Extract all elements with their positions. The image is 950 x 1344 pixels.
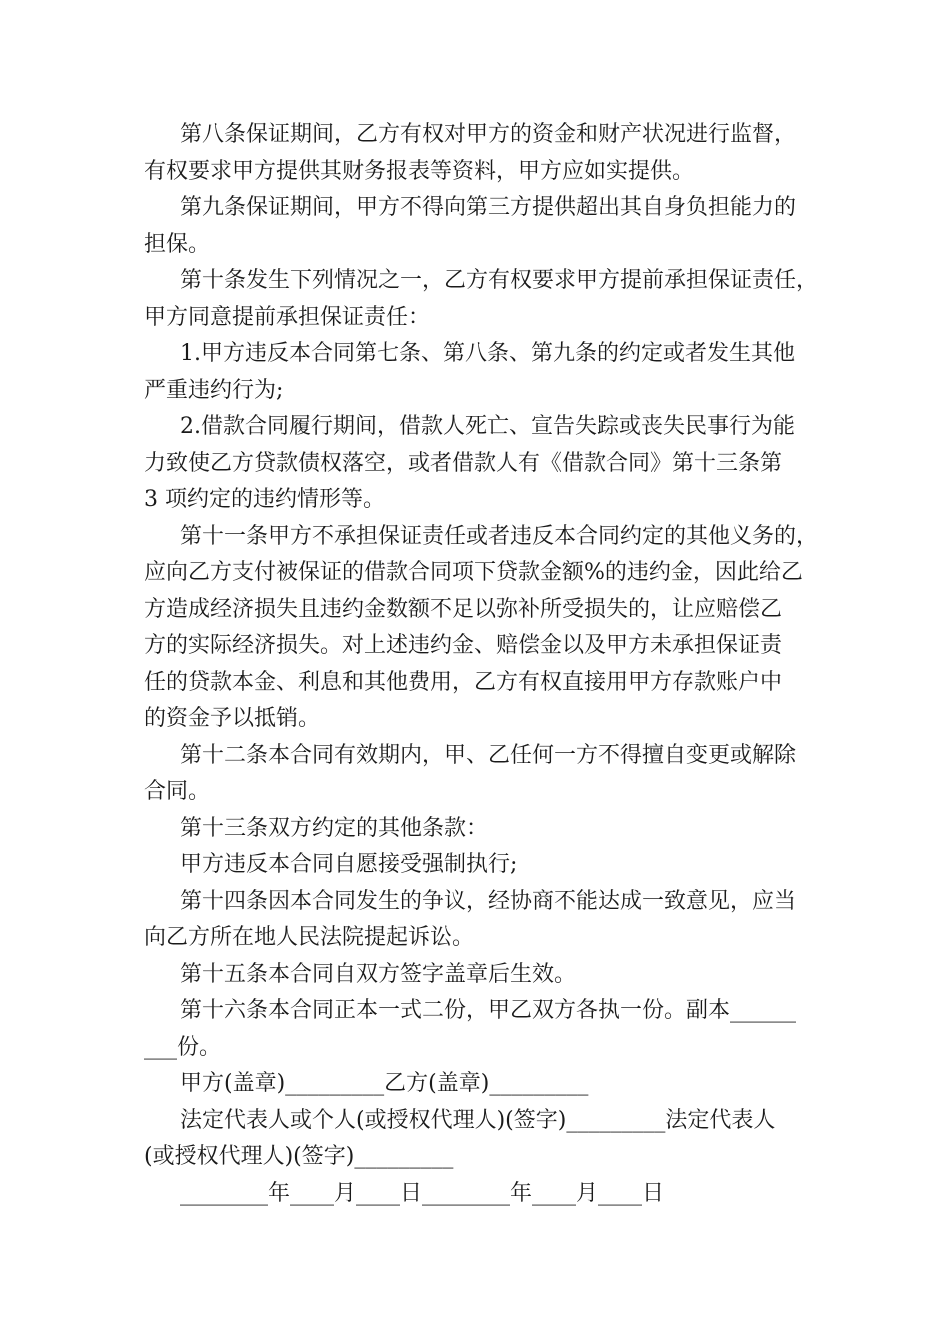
contract-text-line: 第八条保证期间，乙方有权对甲方的资金和财产状况进行监督， [180,122,797,147]
contract-text-line: ________年____月____日________年____月____日 [180,1180,665,1206]
contract-text-line: (或授权代理人)(签字)_________ [144,1144,454,1169]
contract-text-line: 1.甲方违反本合同第七条、第八条、第九条的约定或者发生其他 [180,341,795,366]
contract-text-line: 第十四条因本合同发生的争议，经协商不能达成一致意见，应当 [180,888,797,914]
contract-text-line: 法定代表人或个人(或授权代理人)(签字)_________法定代表人 [180,1107,776,1133]
contract-text-line: 合同。 [144,779,211,804]
contract-text-line: 甲方(盖章)_________乙方(盖章)_________ [180,1071,589,1096]
contract-text-line: 任的贷款本金、利息和其他费用，乙方有权直接用甲方存款账户中 [144,669,783,695]
contract-text-line: 3 项约定的违约情形等。 [144,487,385,512]
contract-body [144,117,819,1212]
contract-text-line: 2.借款合同履行期间，借款人死亡、宣告失踪或丧失民事行为能 [180,414,795,439]
contract-text-line: 方的实际经济损失。对上述违约金、赔偿金以及甲方未承担保证责 [144,633,783,658]
contract-text-line: 第十三条双方约定的其他条款： [180,815,489,841]
contract-text-line: 甲方同意提前承担保证责任： [144,304,431,330]
contract-text-line: 甲方违反本合同自愿接受强制执行; [180,852,518,877]
contract-text-line: 力致使乙方贷款债权落空，或者借款人有《借款合同》第十三条第 [144,450,783,476]
contract-text-line: 有权要求甲方提供其财务报表等资料，甲方应如实提供。 [144,158,695,184]
contract-text-line: 第十二条本合同有效期内，甲、乙任何一方不得擅自变更或解除 [180,742,797,768]
contract-text-line: 严重违约行为; [144,377,284,403]
contract-text-line: 第十条发生下列情况之一，乙方有权要求甲方提前承担保证责任， [180,268,819,293]
contract-text-line: ___份。 [144,1034,222,1060]
contract-text-line: 第十六条本合同正本一式二份，甲乙双方各执一份。副本______ [180,998,797,1023]
contract-text-line: 的资金予以抵销。 [144,706,321,731]
contract-text-line: 第九条保证期间，甲方不得向第三方提供超出其自身负担能力的 [180,195,797,220]
contract-text-line: 方造成经济损失且违约金数额不足以弥补所受损失的，让应赔偿乙 [144,596,783,622]
contract-text-line: 应向乙方支付被保证的借款合同项下贷款金额%的违约金，因此给乙 [144,560,803,585]
contract-text-line: 向乙方所在地人民法院提起诉讼。 [144,925,475,950]
contract-text-line: 担保。 [144,231,211,257]
contract-text-line: 第十一条甲方不承担保证责任或者违反本合同约定的其他义务的， [180,523,819,549]
contract-text-line: 第十五条本合同自双方签字盖章后生效。 [180,961,577,987]
